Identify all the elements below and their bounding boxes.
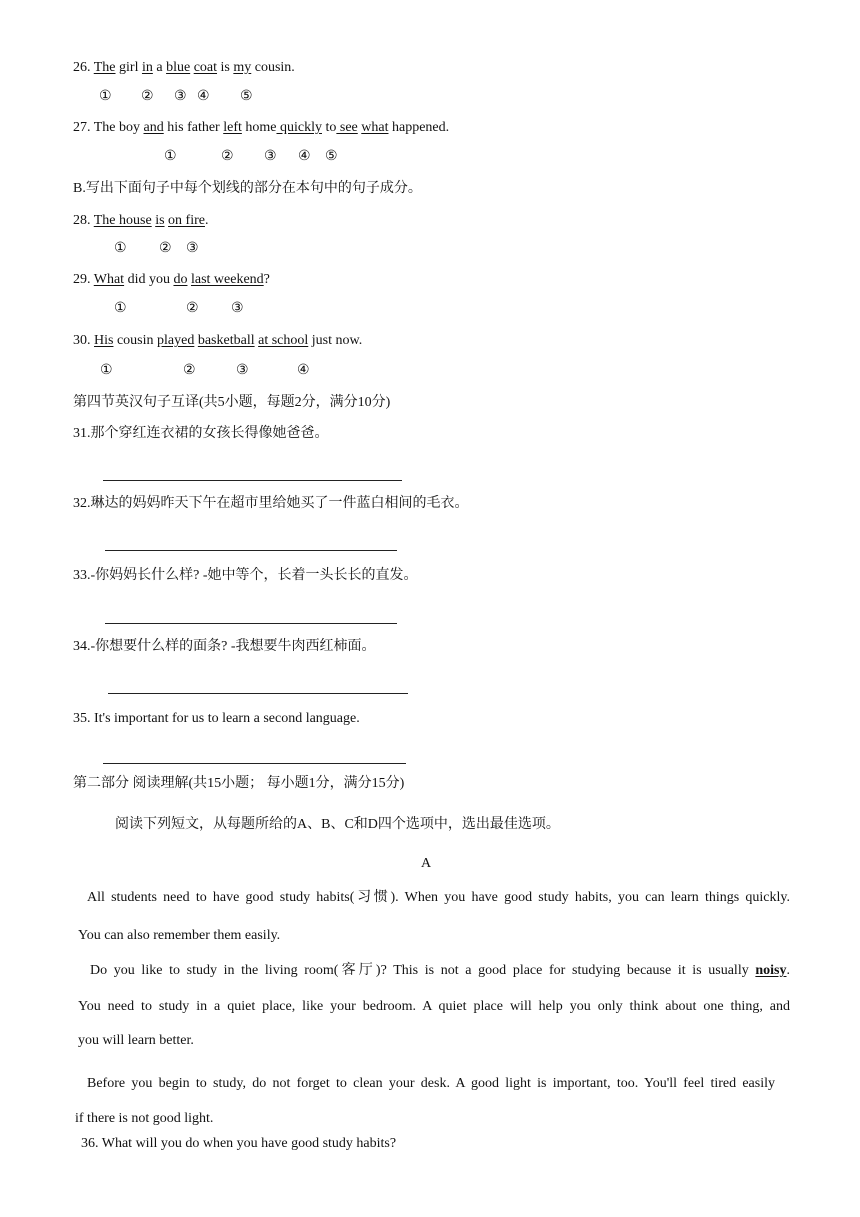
sentence-text: to xyxy=(321,120,337,135)
passage-p3-line1: Before you begin to study, do not forget to clean your desk. A good light is important, too. You'll feel tired easily xyxy=(87,1076,775,1091)
question-31: 31.那个穿红连衣裙的女孩长得像她爸爸。 xyxy=(73,426,329,441)
passage-title: A xyxy=(421,856,432,871)
marker-3: ③ xyxy=(264,149,277,164)
answer-line-34[interactable] xyxy=(108,693,408,694)
passage-p2-line1 xyxy=(90,962,790,980)
question-35: 35. It's important for us to learn a second language. xyxy=(73,711,360,726)
question-number: 27. The boy xyxy=(73,120,144,135)
underlined-part-4: see xyxy=(336,120,358,135)
underlined-part-3: last weekend xyxy=(190,272,264,287)
underlined-part-2: left xyxy=(223,120,242,135)
passage-p3-line2: if there is not good light. xyxy=(75,1111,214,1126)
part-2-heading: 第二部分 阅读理解(共15小题； 每小题1分，满分15分) xyxy=(73,776,405,791)
passage-p1-line2: You can also remember them easily. xyxy=(78,928,281,943)
paragraph-text: Do you like to study in the living room(客厅)? This is not a good place for studying because it is usually xyxy=(90,963,756,978)
underlined-part-3: basketball xyxy=(197,333,255,348)
reading-instructions: 阅读下列短文，从每题所给的A、B、C和D四个选项中，选出最佳选项。 xyxy=(115,817,560,832)
underlined-part-5: what xyxy=(361,120,389,135)
sentence-text: cousin xyxy=(113,333,158,348)
sentence-text: a xyxy=(152,60,167,75)
marker-1: ① xyxy=(114,241,127,256)
question-32: 32.琳达的妈妈昨天下午在超市里给她买了一件蓝白相间的毛衣。 xyxy=(73,496,469,511)
marker-5: ⑤ xyxy=(240,89,253,104)
underlined-part-2: in xyxy=(141,60,153,75)
question-number: 29. xyxy=(73,272,94,287)
sentence-text: cousin. xyxy=(251,60,295,75)
question-33: 33.-你妈妈长什么样? -她中等个，长着一头长长的直发。 xyxy=(73,568,418,583)
answer-line-35[interactable] xyxy=(103,763,406,764)
marker-2: ② xyxy=(141,89,154,104)
question-number: 28. xyxy=(73,213,94,228)
underlined-part-3: blue xyxy=(166,60,191,75)
question-36: 36. What will you do when you have good study habits? xyxy=(81,1136,397,1151)
marker-3: ③ xyxy=(231,301,244,316)
marker-4: ④ xyxy=(197,89,210,104)
underlined-part-5: my xyxy=(233,60,252,75)
section-4-heading: 第四节英汉句子互译(共5小题，每题2分，满分10分) xyxy=(73,395,391,410)
question-34: 34.-你想要什么样的面条? -我想要牛肉西红柿面。 xyxy=(73,639,376,654)
underlined-part-4: coat xyxy=(193,60,218,75)
answer-line-31[interactable] xyxy=(103,480,402,481)
question-29 xyxy=(73,271,270,289)
marker-1: ① xyxy=(100,363,113,378)
answer-line-32[interactable] xyxy=(105,550,397,551)
marker-2: ② xyxy=(183,363,196,378)
question-26 xyxy=(73,59,295,77)
answer-line-33[interactable] xyxy=(105,623,397,624)
sentence-text: ? xyxy=(263,272,270,287)
underlined-part-1: The house xyxy=(93,213,152,228)
marker-4: ④ xyxy=(298,149,311,164)
marker-5: ⑤ xyxy=(325,149,338,164)
marker-2: ② xyxy=(221,149,234,164)
underlined-part-4: at school xyxy=(258,333,309,348)
sentence-text: home xyxy=(241,120,277,135)
marker-3: ③ xyxy=(236,363,249,378)
underlined-part-2: do xyxy=(173,272,188,287)
passage-p2-line2: You need to study in a quiet place, like your bedroom. A quiet place will help you only think about one thing, and xyxy=(78,999,790,1014)
underlined-part-2: is xyxy=(155,213,165,228)
underlined-part-1: What xyxy=(93,272,125,287)
marker-3: ③ xyxy=(174,89,187,104)
sentence-text: his father xyxy=(163,120,224,135)
marker-4: ④ xyxy=(297,363,310,378)
question-28 xyxy=(73,212,208,230)
underlined-part-3: on fire xyxy=(168,213,205,228)
question-30 xyxy=(73,332,362,350)
highlighted-word: noisy xyxy=(755,963,787,978)
underlined-part-3: quickly xyxy=(276,120,322,135)
underlined-part-1: His xyxy=(94,333,114,348)
paragraph-text: . xyxy=(786,963,790,978)
underlined-part-2: played xyxy=(157,333,195,348)
marker-2: ② xyxy=(186,301,199,316)
underlined-part-1: The xyxy=(93,60,116,75)
marker-1: ① xyxy=(164,149,177,164)
sentence-text: is xyxy=(217,60,234,75)
underlined-part-1: and xyxy=(143,120,164,135)
sentence-text: happened. xyxy=(388,120,450,135)
question-27 xyxy=(73,119,449,137)
sentence-text: . xyxy=(204,213,209,228)
sentence-text: just now. xyxy=(308,333,363,348)
marker-2: ② xyxy=(159,241,172,256)
sentence-text: did you xyxy=(124,272,174,287)
sentence-text: girl xyxy=(115,60,142,75)
marker-1: ① xyxy=(99,89,112,104)
marker-1: ① xyxy=(114,301,127,316)
question-number: 26. xyxy=(73,60,94,75)
section-b-heading: B.写出下面句子中每个划线的部分在本句中的句子成分。 xyxy=(73,181,422,196)
passage-p1-line1: All students need to have good study habits(习惯). When you have good study habits, you can learn things quickly. xyxy=(87,890,790,905)
question-number: 30. xyxy=(73,333,94,348)
passage-p2-line3: you will learn better. xyxy=(78,1033,194,1048)
marker-3: ③ xyxy=(186,241,199,256)
